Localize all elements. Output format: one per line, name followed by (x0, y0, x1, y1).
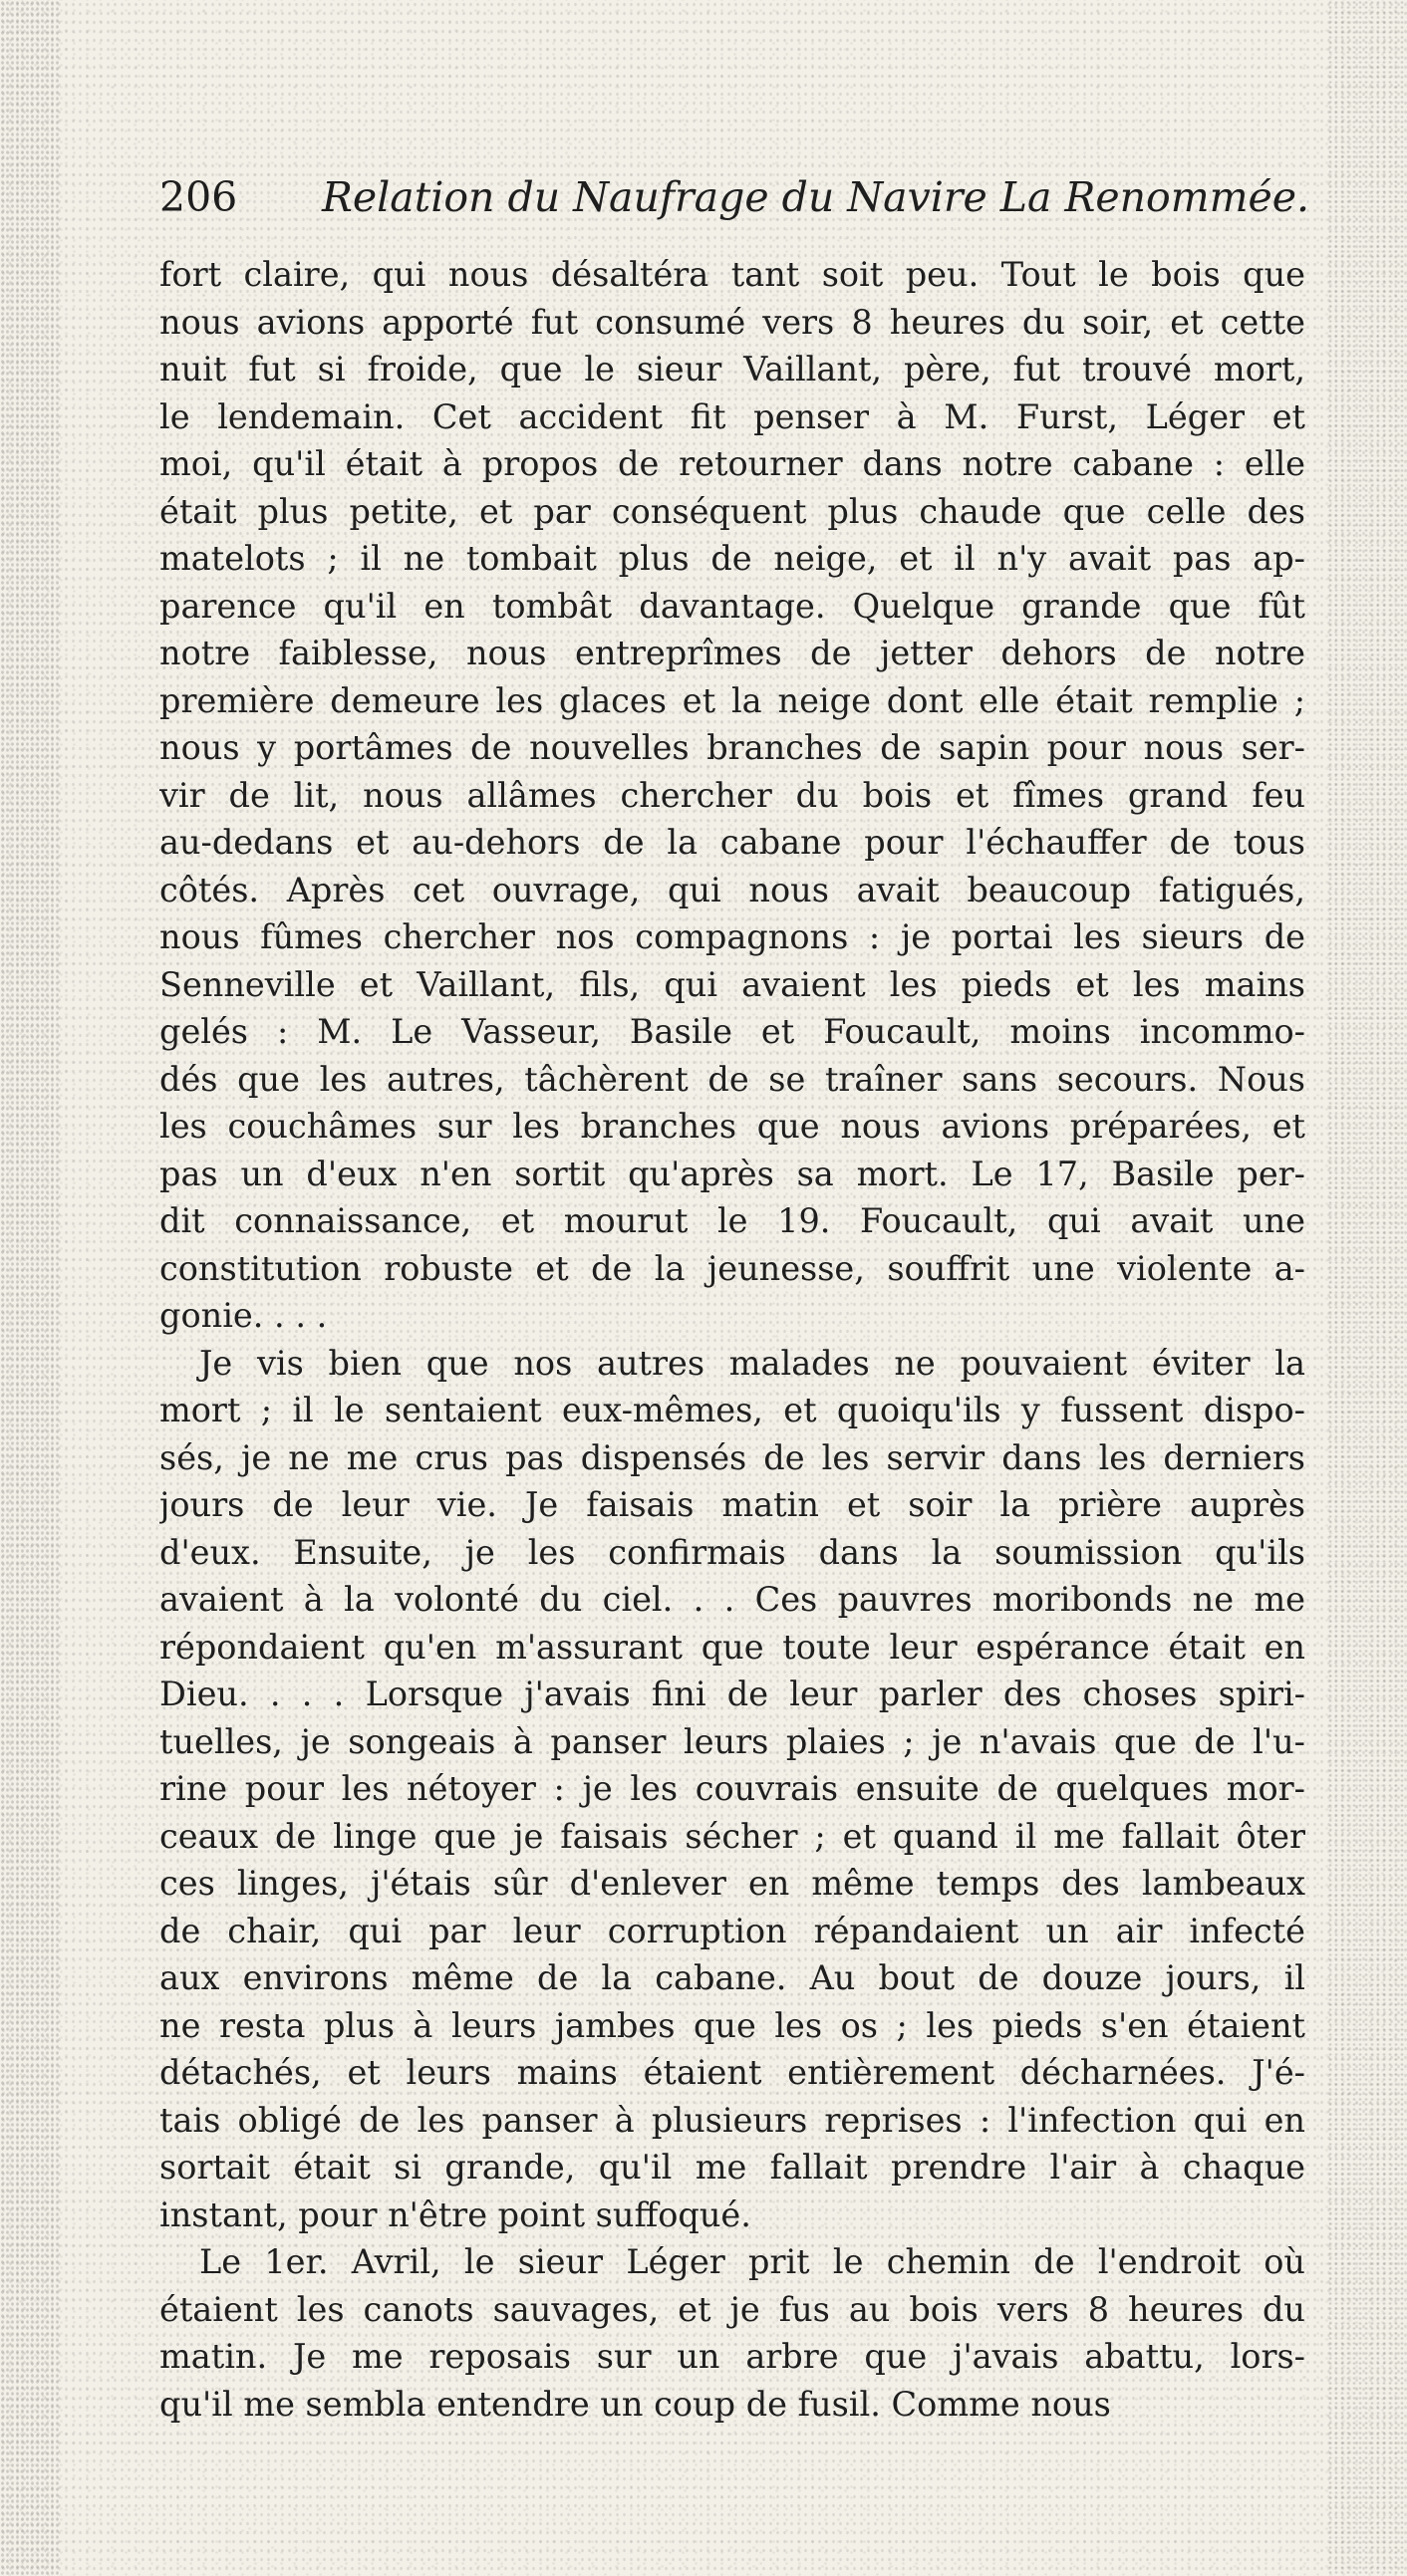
text-line: dés que les autres, tâchèrent de se traîner sans secours. Nous (159, 1059, 1305, 1099)
text-line: constitution robuste et de la jeunesse, souffrit une violente a- (159, 1248, 1305, 1288)
text-line: d'eux. Ensuite, je les confirmais dans la soumission qu'ils (159, 1532, 1305, 1572)
text-line: vir de lit, nous allâmes chercher du bois et fîmes grand feu (159, 775, 1305, 815)
text-line: mort ; il le sentaient eux-mêmes, et quoiqu'ils y fussent dispo- (159, 1391, 1305, 1429)
text-line: fort claire, qui nous désaltéra tant soit peu. Tout le bois que (159, 255, 1305, 294)
text-line: était plus petite, et par conséquent plus chaude que celle des (159, 491, 1305, 531)
running-head (159, 167, 1310, 227)
text-line: qu'il me sembla entendre un coup de fusil. Comme nous (159, 2384, 1111, 2424)
page-edge-left (0, 0, 60, 2576)
text-line: sés, je ne me crus pas dispensés de les servir dans les derniers (159, 1437, 1305, 1477)
text-line: côtés. Après cet ouvrage, qui nous avait beaucoup fatigués, (159, 870, 1305, 909)
body-text (159, 251, 1305, 2428)
text-line: jours de leur vie. Je faisais matin et soir la prière auprès (159, 1485, 1305, 1524)
text-line: matelots ; il ne tombait plus de neige, et il n'y avait pas ap- (159, 539, 1305, 578)
text-line: gonie. . . . (159, 1296, 328, 1335)
text-line: notre faiblesse, nous entreprîmes de jetter dehors de notre (159, 634, 1305, 672)
text-line: pas un d'eux n'en sortit qu'après sa mort. Le 17, Basile per- (159, 1154, 1305, 1193)
text-line: le lendemain. Cet accident fit penser à M. Furst, Léger et (159, 396, 1305, 436)
running-title: Relation du Naufrage du Navire La Renommée. (322, 173, 1310, 221)
text-line: les couchâmes sur les branches que nous avions préparées, et (159, 1107, 1305, 1146)
text-line: instant, pour n'être point suffoqué. (159, 2194, 751, 2234)
text-line: sortait était si grande, qu'il me fallait prendre l'air à chaque (159, 2148, 1305, 2187)
text-line: de chair, qui par leur corruption répandaient un air infecté (159, 1911, 1305, 1950)
text-line: nuit fut si froide, que le sieur Vaillant, père, fut trouvé mort, (159, 350, 1305, 388)
text-line: avaient à la volonté du ciel. . . Ces pauvres moribonds ne me (159, 1580, 1305, 1619)
text-line: nous avions apporté fut consumé vers 8 heures du soir, et cette (159, 302, 1305, 342)
text-line: aux environs même de la cabane. Au bout de douze jours, il (159, 1958, 1305, 1997)
text-line: ces linges, j'étais sûr d'enlever en même temps des lambeaux (159, 1864, 1305, 1903)
text-line: moi, qu'il était à propos de retourner dans notre cabane : elle (159, 444, 1305, 483)
text-line: Le 1er. Avril, le sieur Léger prit le chemin de l'endroit où (199, 2242, 1305, 2281)
text-line: au-dedans et au-dehors de la cabane pour l'échauffer de tous (159, 823, 1305, 862)
text-line: étaient les canots sauvages, et je fus au bois vers 8 heures du (159, 2289, 1305, 2329)
text-line: tais obligé de les panser à plusieurs reprises : l'infection qui en (159, 2100, 1305, 2140)
page-edge-right (1327, 0, 1407, 2576)
text-line: tuelles, je songeais à panser leurs plaies ; je n'avais que de l'u- (159, 1721, 1305, 1761)
text-line: gelés : M. Le Vasseur, Basile et Foucault, moins incommo- (159, 1012, 1305, 1051)
page-number: 206 (159, 173, 238, 221)
text-line: répondaient qu'en m'assurant que toute leur espérance était en (159, 1627, 1305, 1667)
text-line: rine pour les nétoyer : je les couvrais ensuite de quelques mor- (159, 1769, 1305, 1808)
text-line: nous fûmes chercher nos compagnons : je portai les sieurs de (159, 917, 1305, 956)
text-line: ne resta plus à leurs jambes que les os ; les pieds s'en étaient (159, 2005, 1305, 2045)
text-line: ceaux de linge que je faisais sécher ; et quand il me fallait ôter (159, 1816, 1305, 1856)
text-line: matin. Je me reposais sur un arbre que j'avais abattu, lors- (159, 2337, 1305, 2376)
text-line: première demeure les glaces et la neige dont elle était remplie ; (159, 680, 1305, 720)
text-line: nous y portâmes de nouvelles branches de sapin pour nous ser- (159, 728, 1305, 767)
text-line: détachés, et leurs mains étaient entièrement décharnées. J'é- (159, 2053, 1305, 2092)
text-line: Dieu. . . . Lorsque j'avais fini de leur parler des choses spiri- (159, 1674, 1305, 1713)
text-line: parence qu'il en tombât davantage. Quelque grande que fût (159, 586, 1305, 626)
text-line: Je vis bien que nos autres malades ne pouvaient éviter la (199, 1343, 1305, 1383)
text-line: dit connaissance, et mourut le 19. Foucault, qui avait une (159, 1201, 1305, 1240)
text-line: Senneville et Vaillant, fils, qui avaient les pieds et les mains (159, 964, 1305, 1004)
